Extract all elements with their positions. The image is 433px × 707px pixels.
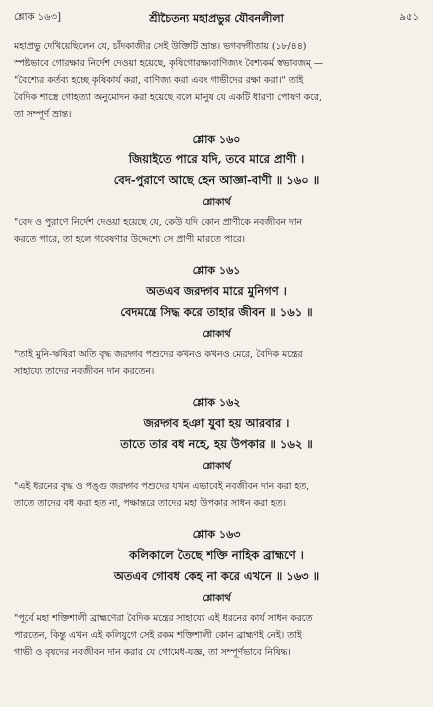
translation-paragraph xyxy=(14,478,419,512)
intro-line: তা সম্পূর্ণ ভ্রান্ত। xyxy=(14,109,72,120)
translation-heading: শ্লোকার্থ xyxy=(202,461,231,472)
intro-paragraph xyxy=(14,38,419,123)
translation-line: গাভী ও বৃষদের নবজীবন দান করার যে গোমেধ-যজ্ঞ, তা সম্পূর্ণভাবে নিষিদ্ধ। xyxy=(14,647,291,658)
intro-line: বৈদিক শাস্ত্রে গোহত্যা অনুমোদন করা হয়েছে বলে মানুষ যে একটি ধারণা পোষণ করে, xyxy=(14,92,322,103)
translation-line: "তাই মুনি-ঋষিরা অতি বৃদ্ধ জরদ্গব পশুদের কখনও কখনও মেরে, বৈদিক মন্ত্রের xyxy=(14,349,303,360)
translation-line: পারতেন, কিন্তু এখন এই কলিযুগে সেই রকম শক্তিশালী কোন ব্রাহ্মণই নেই। তাই xyxy=(14,630,302,641)
translation-heading: শ্লোকার্থ xyxy=(202,197,231,208)
verse-line: জিয়াইতে পারে যদি, তবে মারে প্রাণী । xyxy=(128,152,305,166)
intro-line: স্পষ্টভাবে গোরক্ষার নির্দেশ দেওয়া হয়েছে, কৃষিগোরক্ষ্যবাণিজ্যং বৈশ্যকর্ম স্বভাবজম্ — xyxy=(14,58,324,69)
verse-line: বেদমন্ত্রে সিদ্ধ করে তাহার জীবন ॥ ১৬১ ॥ xyxy=(120,305,313,319)
translation-line: করতে পারে, তা হলে গবেষণার উদ্দেশ্যে সে প্রাণী মারতে পারে। xyxy=(14,234,245,245)
header-verse-ref: শ্লোক ১৬৩] xyxy=(14,12,62,23)
translation-heading: শ্লোকার্থ xyxy=(202,593,231,604)
translation-paragraph xyxy=(14,214,419,248)
translation-line: তাতে তাদের বধ করা হত না, পক্ষান্তরে তাদের মহা উপকার সাধন করা হত। xyxy=(14,498,286,509)
verse-line: কলিকালে তৈছে শক্তি নাহিক ব্রাহ্মণে । xyxy=(129,548,304,562)
verse-heading: শ্লোক ১৬১ xyxy=(192,264,241,277)
intro-line: মহাপ্রভু দেখিয়েছিলেন যে, চাঁদকাজীর সেই উক্তিটি ভ্রান্ত। ভগবদ্গীতায় (১৮/৪৪) xyxy=(14,41,307,52)
translation-line: সাহায্যে তাদের নবজীবন দান করতেন। xyxy=(14,366,155,377)
verse-line: বেদ-পুরাণে আছে হেন আজ্ঞা-বাণী ॥ ১৬০ ॥ xyxy=(113,173,320,187)
translation-line: "এই ধরনের বৃদ্ধ ও পঙ্গু জরদ্গব পশুদের যখন এভাবেই নবজীবন দান করা হত, xyxy=(14,481,310,492)
translation-line: "বেদ ও পুরাণে নির্দেশ দেওয়া হয়েছে যে, কেউ যদি কোন প্রাণীকে নবজীবন দান xyxy=(14,217,303,228)
verse-line: অতএব জরদ্গব মারে মুনিগণ । xyxy=(146,284,287,298)
verse-line: জরদ্গব হঞা যুবা হয় আরবার । xyxy=(143,416,290,430)
translation-line: "পূর্বে মহা শক্তিশালী ব্রাহ্মণেরা বৈদিক মন্ত্রের সাহায্যে এই ধরনের কার্য সাধন করতে xyxy=(14,613,313,624)
page-header xyxy=(14,10,419,32)
translation-heading: শ্লোকার্থ xyxy=(202,329,231,340)
translation-paragraph xyxy=(14,346,419,380)
verse-heading: শ্লোক ১৬২ xyxy=(192,396,241,409)
verse-line: অতএব গোবধ কেহ না করে এখনে ॥ ১৬৩ ॥ xyxy=(113,569,320,583)
intro-line: "বৈশ্যের কর্তব্য হচ্ছে কৃষিকার্য করা, বাণিজ্য করা এবং গাভীদের রক্ষা করা।" তাই xyxy=(14,75,304,86)
verse-heading: শ্লোক ১৬৩ xyxy=(192,528,241,541)
verse-line: তাতে তার বধ নহে, হয় উপকার ॥ ১৬২ ॥ xyxy=(120,437,313,451)
page-number: ৯৫১ xyxy=(399,12,419,23)
translation-paragraph xyxy=(14,610,419,661)
header-title: শ্রীচৈতন্য মহাপ্রভুর যৌবনলীলা xyxy=(149,12,284,25)
verse-heading: শ্লোক ১৬০ xyxy=(192,133,241,146)
